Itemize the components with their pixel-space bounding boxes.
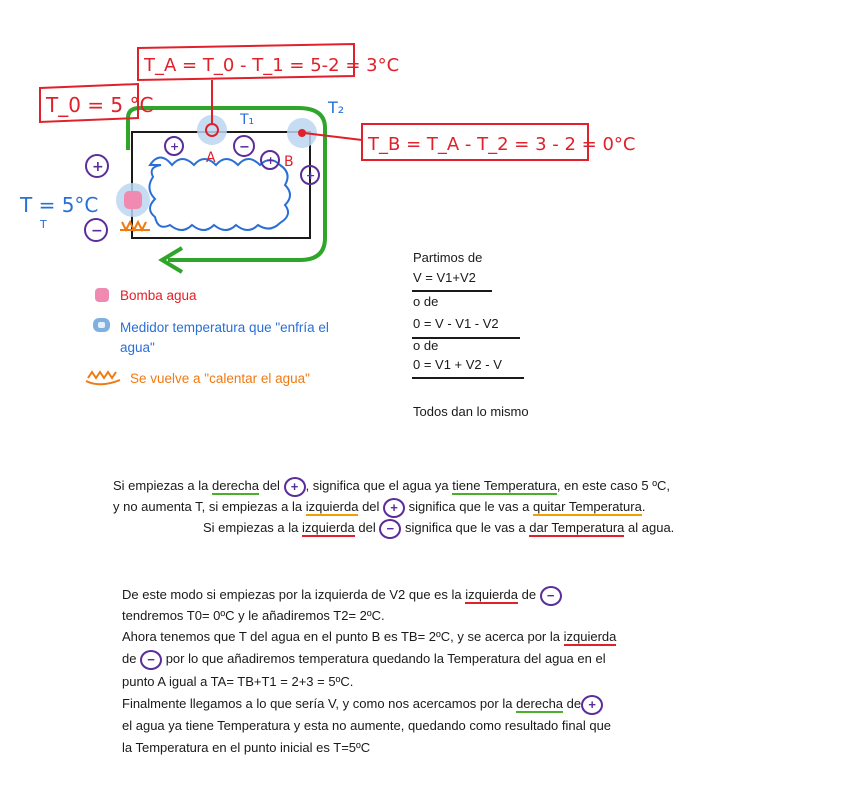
p2-derecha: derecha xyxy=(516,696,564,711)
plus-left-text: + xyxy=(92,159,104,175)
eq-or-1: o de xyxy=(413,294,439,309)
plus-circle-icon: + xyxy=(383,498,405,518)
legend-heater-label: Se vuelve a "calentar el agua" xyxy=(130,371,310,386)
ta-equation: T_A = T_0 - T_1 = 5-2 = 3°C xyxy=(144,55,400,76)
p2-line2: tendremos T0= 0ºC y le añadiremos T2= 2ºC. xyxy=(122,608,385,623)
p1-tiene-temperatura: tiene Temperatura xyxy=(452,478,557,493)
p2-line8: la Temperatura en el punto inicial es T=5ºC xyxy=(122,740,371,755)
p2-text: Finalmente llegamos a lo que sería V, y como nos acercamos por la xyxy=(122,696,517,711)
legend-pump-label: Bomba agua xyxy=(120,288,197,303)
t1-label: T₁ xyxy=(240,112,255,128)
circuit-loop xyxy=(132,132,310,238)
p1-izquierda: izquierda xyxy=(305,499,359,514)
p1-text: . xyxy=(641,499,646,514)
p1-line3 xyxy=(203,518,674,539)
p1-line1 xyxy=(113,476,670,497)
p1-derecha: derecha xyxy=(212,478,259,493)
plus-b-text: + xyxy=(266,154,276,167)
p1-text: del xyxy=(358,499,384,514)
p2-text: de xyxy=(518,587,537,602)
t-subscript: T xyxy=(40,218,47,231)
p1-text: Si empiezas a la xyxy=(203,520,302,535)
p1-text: significa que le vas a xyxy=(401,520,530,535)
legend-thermometer-label: Medidor temperatura que "enfría el agua" xyxy=(120,320,329,355)
minus-a-text: − xyxy=(239,140,250,155)
eq-three: 0 = V1 + V2 - V xyxy=(413,357,502,372)
t-temperature: T = 5°C xyxy=(20,193,99,217)
p1-dar-temperatura: dar Temperatura xyxy=(529,520,625,535)
p2-line4 xyxy=(122,649,606,670)
p2-text: De este modo si empiezas por la izquierda de V2 que es la xyxy=(122,587,466,602)
p1-quitar-temperatura: quitar Temperatura xyxy=(532,499,642,514)
eq-one: V = V1+V2 xyxy=(413,270,476,285)
p2-line3 xyxy=(122,627,616,646)
p2-text: de xyxy=(563,696,582,711)
p2-line1 xyxy=(122,585,562,606)
pump-icon xyxy=(124,191,142,209)
heater-icon xyxy=(120,222,150,230)
plus-right-text: + xyxy=(306,169,316,182)
t2-label: T₂ xyxy=(328,98,345,117)
eq-or-2: o de xyxy=(413,338,439,353)
p1-text: y no aumenta T, si empiezas a la xyxy=(113,499,306,514)
minus-circle-icon: − xyxy=(140,650,162,670)
plus-inner-text: + xyxy=(170,140,180,153)
p2-line6 xyxy=(122,694,603,715)
p1-text: , en este caso 5 ºC, xyxy=(556,478,670,493)
p1-izquierda-2: izquierda xyxy=(302,520,355,535)
p2-text: por lo que añadiremos temperatura quedando la Temperatura del agua en el xyxy=(162,651,606,666)
p1-text: del xyxy=(258,478,284,493)
p2-izquierda-2: izquierda xyxy=(563,629,617,644)
p1-text: significa que le vas a xyxy=(405,499,533,514)
point-b-label: B xyxy=(284,154,294,170)
plus-circle-icon: + xyxy=(284,477,306,497)
eq-intro: Partimos de xyxy=(413,250,483,265)
p2-text: Ahora tenemos que T del agua en el punto B es TB= 2ºC, y se acerca por la xyxy=(122,629,564,644)
minus-circle-icon: − xyxy=(379,519,401,539)
eq-conclusion: Todos dan lo mismo xyxy=(413,404,529,419)
p1-text: al agua. xyxy=(624,520,675,535)
legend-heater-icon xyxy=(86,372,120,384)
p2-line5: punto A igual a TA= TB+T1 = 2+3 = 5ºC. xyxy=(122,674,354,689)
minus-circle-icon: − xyxy=(540,586,562,606)
tb-equation: T_B = T_A - T_2 = 3 - 2 = 0°C xyxy=(368,134,636,155)
p1-text: , significa que el agua ya xyxy=(305,478,453,493)
minus-left-text: − xyxy=(91,223,103,239)
legend-thermometer-inner xyxy=(98,322,105,328)
eq-two: 0 = V - V1 - V2 xyxy=(413,316,499,331)
legend-pump-icon xyxy=(95,288,109,302)
p2-izquierda: izquierda xyxy=(465,587,519,602)
t0-equation: T_0 = 5 °C xyxy=(46,93,154,117)
point-a-label: A xyxy=(206,150,216,166)
p1-text: Si empiezas a la xyxy=(113,478,212,493)
p1-text: del xyxy=(354,520,380,535)
plus-circle-icon: + xyxy=(581,695,603,715)
p2-text: de xyxy=(122,651,141,666)
p1-line2 xyxy=(113,497,645,518)
p2-line7: el agua ya tiene Temperatura y esta no aumente, quedando como resultado final que xyxy=(122,718,612,733)
